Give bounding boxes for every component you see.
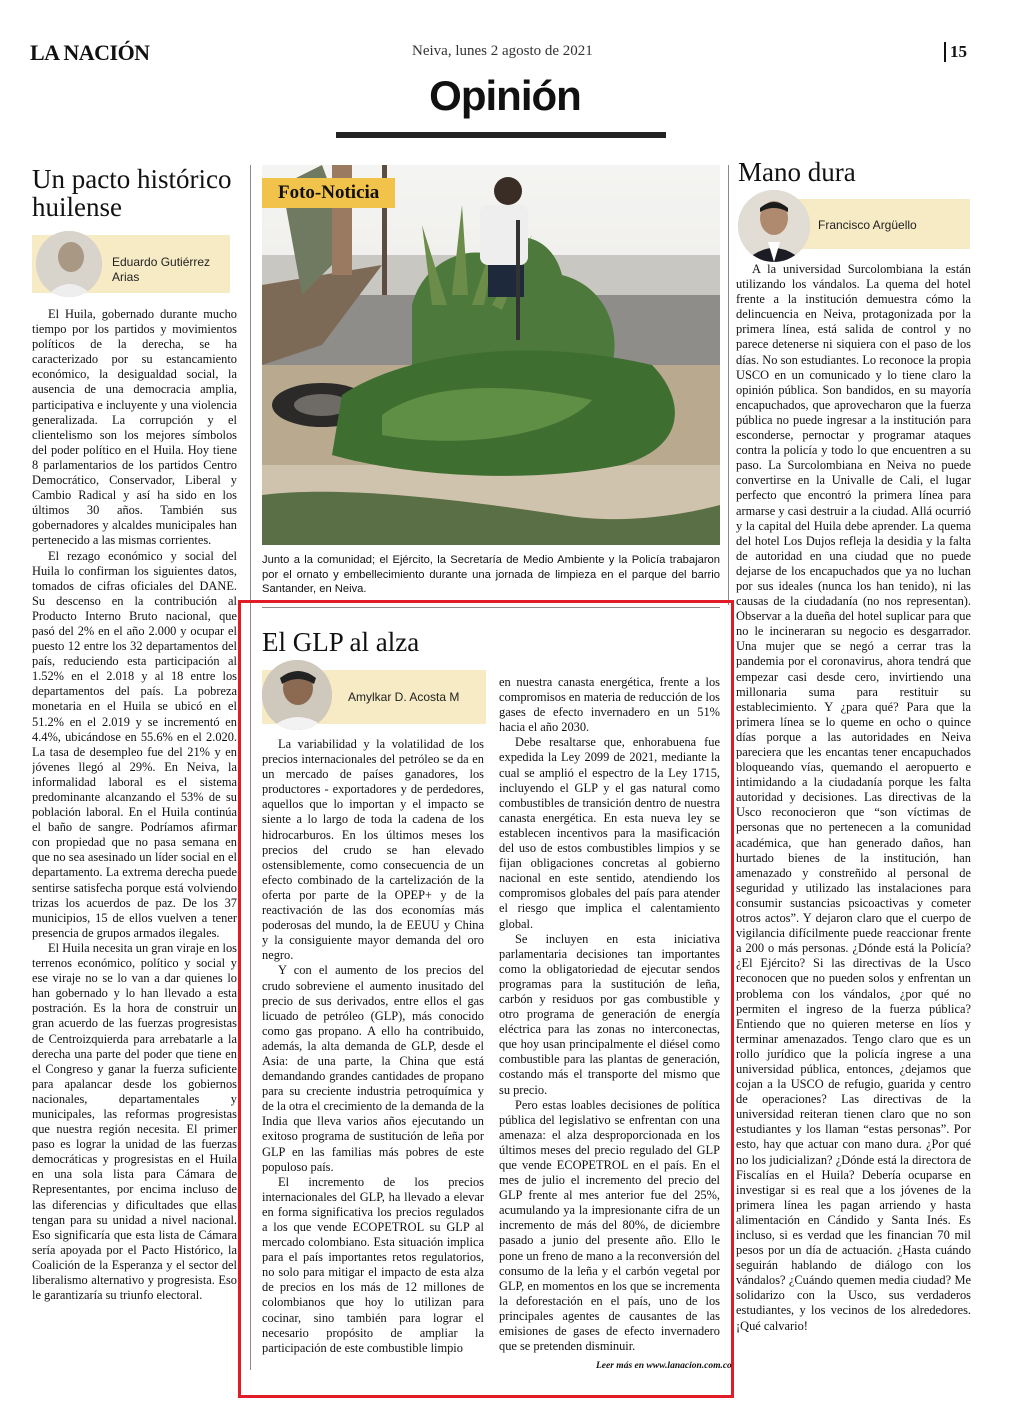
paragraph: en nuestra canasta energética, frente a los compromisos en materia de reducción de los gases de efecto invernadero en un 51% hacia el año 2030. (499, 675, 720, 735)
paragraph: El Huila, gobernado durante mucho tiempo por los partidos y movimientos políticos de la derecha, se ha caracterizado por su estancamiento económico, la desigualdad social, la ausencia de una democracia amplia, participativa e incluyente y una violencia generalizada. La corrupción y el clientelismo son los mejores símbolos del poder político en el Huila. Hoy tiene 8 parlamentarios de los partidos Centro Democrático, Conservador, Liberal y Cambio Radical y así ha sido en los últimos 30 años. También sus gobernadores y alcaldes municipales han pertenecido a las mismas corrientes. (32, 307, 237, 548)
section-title: Opinión (429, 72, 581, 119)
paragraph: La variabilidad y la volatilidad de los precios internacionales del petróleo se da en un mercado de países ganadores, los productores - exportadores y de perdedores, aquellos que lo importan y el impacto se siente a lo largo de toda la cadena de los hidrocarburos. En los últimos meses los precios del crudo se han elevado ostensiblemente, como consecuencia de un efecto combinado de la cartelización de la oferta por parte de la OPEP+ y de la reactivación de las dos economías más poderosas del mundo, la de EEUU y China y la consiguiente mayor demanda del oro negro. (262, 737, 484, 963)
center-article-col1 (262, 737, 484, 1377)
section-divider (336, 132, 666, 138)
left-article-author: Eduardo Gutiérrez Arias (112, 255, 211, 284)
author-photo-francisco (738, 190, 810, 262)
center-article-byline (262, 670, 486, 724)
center-article-author: Amylkar D. Acosta M (348, 690, 460, 704)
left-article-body (32, 307, 237, 1379)
author-photo-amylkar (262, 660, 332, 730)
left-article-byline (32, 235, 230, 293)
photo-news-tag: Foto-Noticia (262, 178, 395, 208)
newspaper-logo: LA NACIÓN (30, 40, 150, 65)
page-number: 15 (944, 42, 967, 62)
right-article-body (736, 262, 971, 1380)
paragraph: Debe resaltarse que, enhorabuena fue expedida la Ley 2099 de 2021, mediante la cual se amplió el espectro de la Ley 1715, incluyendo el GLP y el gas natural como combustibles de transición dentro de nuestra canasta energética. En esta nueva ley se establecen incentivos para la masificación del uso de estos combustibles limpios y se fijan obligaciones concretas al gobierno nacional en este sentido, atendiendo los compromisos globales del país para atender el riesgo que implica el calentamiento global. (499, 735, 720, 931)
paragraph: El incremento de los precios internacionales del GLP, ha llevado a elevar en forma significativa los precios regulados a los que vende ECOPETROL su GLP al mercado colombiano. Esta situación implica para el país importantes retos regulatorios, no solo para mitigar el impacto de esta alza de precios en los más de 12 millones de colombianos que hoy lo utilizan para cocinar, sino también para lograr el necesario propósito de ampliar la participación de este combustible limpio (262, 1174, 484, 1355)
paragraph: A la universidad Surcolombiana la están utilizando los vándalos. La quema del hotel frente a la institución demuestra cómo la delincuencia en Neiva, protagonizada por la primera línea, está salida de control y no parece detenerse ni siquiera con el paso de los días. No son estudiantes. Lo reconoce la propia USCO en un comunicado y lo tiene claro la opinión pública. Son bandidos, en su mayoría encapuchados, que aprovecharon que la fuerza pública no puede ingresar a la institución para esconderse, pernoctar y programar ataques contra la policía y todo lo que encuentren a su paso. La Surcolombiana en Neiva no puede convertirse en la Univalle de Cali, el lugar perfecto que encontró la primera línea para armarse y casi destruir a la ciudad. Allá ocurrió y la capital del Huila debe aprender. La quema del hotel Los Dujos refleja la desidia y la falta de autoridad en una ciudad que no puede dejarse de los encapuchados que ya no luchan por sus ideales (nunca los han tenido), ni las causas de la ciudadanía (no nos representan). Observar a la dueña del hotel suplicar para que no le incineraran su negocio es desgarrador. Una mujer que se negó a cerrar tras la pandemia por el coronavirus, ahora tendrá que empezar casi desde cero, invirtiendo una millonaria suma para restituir su establecimiento. Y ¿para qué? Para que la primera línea se lo queme en ocho o quince días porque a las autoridades en Neiva pareciera que les encantas tener encapuchados bloqueando vías, quemando el aeropuerto e intimidando a la ciudadanía porque les falta autoridad y decisiones. Las directivas de la Usco reconocieron que “son víctimas de personas que no pertenecen a la comunidad académica, que han generado daños, han hurtado bienes de la institución, han amenazado y constreñido al personal de seguridad y utilizado las instalaciones para consumir sustancias psicoactivas y cometer otros actos”. Y dejaron claro que el cuerpo de vigilancia difícilmente puede reaccionar frente a 200 o más personas. ¿Dónde está la Policía? ¿El Ejército? Si las directivas de la Usco reconocen que no pueden solos y enfrentan un problema con los vándalos, ¿por qué no permiten el ingreso de la fuerza pública? Entiendo que no quieren meterse en líos y terminar amenazados. Tengo claro que es un rollo jurídico que la policía ingrese a una universidad pública, entonces, ¿dejamos que cojan a la USCO de refugio, guarida y centro de operaciones? Las directivas de la universidad reiteran tienen claro que no son estudiantes y los llaman “estas personas”. Por esto, hay que actuar con mano dura. ¿Por qué no los judicializan? ¿Dónde está la directora de Fiscalías en el Huila? Debería ocuparse en investigar si es real que a los jóvenes de la primera línea les pagan arriendo y hasta alimentación en Cándido y Santa Inés. Es incluso, si es verdad que les financian 70 mil pesos por un día de actuación. ¿Hasta cuándo seguirán hablando de diálogo con los vándalos? ¿Cuándo quemen media ciudad? Me solidarizo con la Usco, sus verdaderos estudiantes, y los vecinos de los alrededores. ¡Qué calvario! (736, 262, 971, 1333)
paragraph: Se incluyen en esta iniciativa parlamentaria decisiones tan importantes como la obligatoriedad de ejecutar sendos programas para la sustitución de leña, carbón y residuos por gas combustible y otro programa de generación de energía eléctrica para las zonas no interconectas, que hoy usan principalmente el diésel como combustible para las plantas de generación, costando más el transporte del mismo que su precio. (499, 931, 720, 1097)
right-article-title: Mano dura (738, 157, 856, 187)
center-article-title: El GLP al alza (262, 627, 420, 657)
center-article-col2 (499, 675, 720, 1363)
paragraph: Pero estas loables decisiones de política pública del legislativo se enfrentan con una amenaza: el alza desproporcionada en los últimos meses del precio regulado del GLP que vende ECOPETROL en el país. En el mes de julio el incremento del precio del GLP frente al mes anterior fue del 25%, acumulando ya la impresionante cifra de un incremento de más del 80%, de diciembre pasado a junio del presente año. Ello le pone un freno de mano a la reconversión del consumo de la leña y el carbón vegetal por GLP, en momentos en los que se incrementa la deforestación en el país, uno de los principales agentes de causantes de las emisiones de gases de efecto invernadero que se pretenden disminuir. (499, 1097, 720, 1354)
photo-caption: Junto a la comunidad; el Ejército, la Secretaría de Medio Ambiente y la Policía trabajaron por el ornato y embellecimiento durante una jornada de limpieza en el parque del barrio Santander, en Neiva. (262, 554, 720, 596)
paragraph: El Huila necesita un gran viraje en los terrenos económico, político y social y ese viraje no se lo van a dar quienes lo han gobernado y lo han llevado a esta postración. Es la hora de construir un gran acuerdo de las fuerzas progresistas de Centroizquierda para arrebatarle a la derecha una parte del poder que tiene en el Congreso y ganar la fuerza suficiente para apalancar desde los gobiernos nacionales, departamentales y municipales, las reformas progresistas que nuestra región necesita. El primer paso es lograr la unidad de las fuerzas democráticas y progresistas en el Huila en una sola lista para Cámara de Representantes, por encima incluso de las diferencias y dificultades que ellas tengan para su unidad a nivel nacional. Eso significaría que esta lista de Cámara sería apoyada por el Pacto Histórico, la Coalición de la Esperanza y el sector del liberalismo alternativo y progresista. Eso le garantizaría su triunfo electoral. (32, 940, 237, 1303)
author-photo-eduardo (36, 231, 102, 297)
right-article-author: Francisco Argüello (818, 218, 917, 232)
read-more-link[interactable]: Leer más en www.lanacion.com.co (596, 1361, 732, 1371)
paragraph: Y con el aumento de los precios del crudo sobreviene el aumento inusitado del precio de sus derivados, entre ellos el gas licuado de petróleo (GLP), más conocido como gas propano. A ello ha contribuido, además, la alta demanda de GLP, desde el Asia: de una parte, la China que está demandando grandes cantidades de propano para su creciente industria petroquímica y de la otra el crecimiento de la demanda de la India que lleva varios años ejecutando un exitoso programa de sustitución de leña por GLP en las familias más pobres de este populoso país. (262, 963, 484, 1174)
paragraph: El rezago económico y social del Huila lo confirman los siguientes datos, tomados de cifras oficiales del DANE. Su descenso en la contribución al Producto Interno Bruto nacional, que pasó del 2% en el año 2.000 y ocupar el puesto 12 entre los 32 departamentos del país, reduciendo esta participación al 1.52% en el 2.018 y al 18 entre los departamentos del país. La pobreza monetaria en el Huila se ubicó en el 51.2% en el 2.019 y se incrementó en 4.4%, ubicándose en 55.6% en el 2.020. La tasa de desempleo fue del 21% y en jóvenes llegó al 29%. En Neiva, la informalidad laboral es el sistema predominante alcanzando el 53% de su población laboral. En el Huila continúa el baño de sangre. Podríamos afirmar con propiedad que no pasa semana en que no sea asesinado un líder social en el departamento. La extrema derecha puede sentirse satisfecha porque está volviendo trizas los acuerdos de paz. De los 37 municipios, 15 de ellos vuelven a tener presencia de grupos armados ilegales. (32, 548, 237, 940)
left-article-title: Un pacto histórico huilense (32, 164, 232, 222)
column-rule (728, 165, 729, 605)
article-top-rule (262, 607, 720, 608)
news-photo (262, 165, 720, 545)
dateline: Neiva, lunes 2 agosto de 2021 (412, 43, 593, 59)
